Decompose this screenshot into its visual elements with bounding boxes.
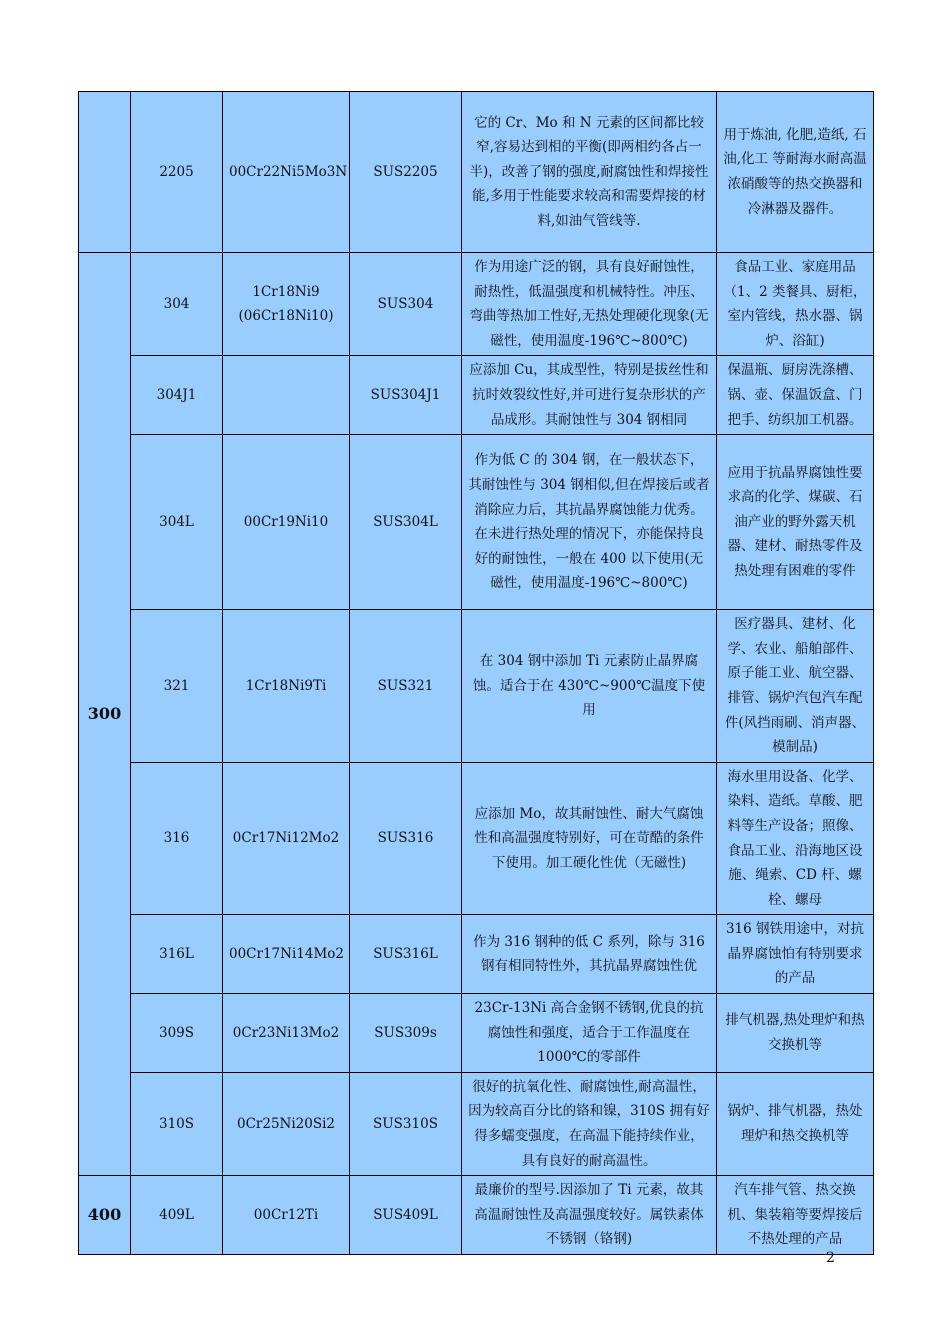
jis-grade-cell: SUS310S <box>350 1072 462 1175</box>
chinese-grade-cell <box>223 356 350 435</box>
jis-grade-cell: SUS321 <box>350 610 462 763</box>
page-number: 2 <box>826 1250 835 1266</box>
uses-cell: 锅炉、排气机器，热处理炉和热交换机等 <box>717 1072 874 1175</box>
chinese-grade-cell: 0Cr17Ni12Mo2 <box>223 762 350 915</box>
grade-cell: 2205 <box>131 92 223 253</box>
series-cell-blank <box>79 92 131 253</box>
grade-cell: 304J1 <box>131 356 223 435</box>
series-cell-400: 400 <box>79 1176 131 1255</box>
chinese-grade-cell: 0Cr25Ni20Si2 <box>223 1072 350 1175</box>
jis-grade-cell: SUS304J1 <box>350 356 462 435</box>
properties-cell: 最廉价的型号.因添加了 Ti 元素，故其高温耐蚀性及高温强度较好。属铁素体不锈钢（铬钢) <box>462 1176 717 1255</box>
uses-cell: 排气机器,热处理炉和热交换机等 <box>717 994 874 1073</box>
uses-cell: 316 钢铁用途中，对抗晶界腐蚀怕有特别要求的产品 <box>717 915 874 994</box>
table-row <box>79 762 874 915</box>
steel-grades-table <box>78 91 874 1255</box>
properties-cell: 应添加 Cu，其成型性，特别是拔丝性和抗时效裂纹性好,并可进行复杂形状的产品成形。其耐蚀性与 304 钢相同 <box>462 356 717 435</box>
properties-cell: 作为低 C 的 304 钢，在一般状态下，其耐蚀性与 304 钢相似,但在焊接后或者消除应力后，其抗晶界腐蚀能力优秀。在未进行热处理的情况下，亦能保持良好的耐蚀性，一般在 400 以下使用(无磁性，使用温度-196℃~800℃) <box>462 435 717 610</box>
grade-cell: 316 <box>131 762 223 915</box>
table-row <box>79 92 874 253</box>
chinese-grade-cell: 00Cr19Ni10 <box>223 435 350 610</box>
table-row <box>79 915 874 994</box>
properties-cell: 在 304 钢中添加 Ti 元素防止晶界腐蚀。适合于在 430℃~900℃温度下使用 <box>462 610 717 763</box>
table-row <box>79 1072 874 1175</box>
table-row <box>79 253 874 356</box>
properties-cell: 它的 Cr、Mo 和 N 元素的区间都比较窄,容易达到相的平衡(即两相约各占一半)，改善了钢的强度,耐腐蚀性和焊接性能,多用于性能要求较高和需要焊接的材料,如油气管线等. <box>462 92 717 253</box>
uses-cell: 汽车排气管、热交换机、集装箱等要焊接后不热处理的产品 <box>717 1176 874 1255</box>
jis-grade-cell: SUS316L <box>350 915 462 994</box>
chinese-grade-cell: 00Cr17Ni14Mo2 <box>223 915 350 994</box>
chinese-grade-cell: 00Cr22Ni5Mo3N <box>223 92 350 253</box>
chinese-grade-cell: 0Cr23Ni13Mo2 <box>223 994 350 1073</box>
table-row <box>79 1176 874 1255</box>
table-row <box>79 994 874 1073</box>
jis-grade-cell: SUS409L <box>350 1176 462 1255</box>
grade-cell: 310S <box>131 1072 223 1175</box>
properties-cell: 应添加 Mo，故其耐蚀性、耐大气腐蚀性和高温强度特别好，可在苛酷的条件下使用。加工硬化性优（无磁性) <box>462 762 717 915</box>
properties-cell: 作为用途广泛的钢，具有良好耐蚀性，耐热性，低温强度和机械特性。冲压、弯曲等热加工性好,无热处理硬化现象(无磁性，使用温度-196℃~800℃) <box>462 253 717 356</box>
properties-cell: 作为 316 钢种的低 C 系列，除与 316 钢有相同特性外，其抗晶界腐蚀性优 <box>462 915 717 994</box>
grade-cell: 316L <box>131 915 223 994</box>
uses-cell: 保温瓶、厨房洗涤槽、锅、壶、保温饭盒、门把手、纺织加工机器。 <box>717 356 874 435</box>
properties-cell: 很好的抗氧化性、耐腐蚀性,耐高温性，因为较高百分比的铬和镍，310S 拥有好得多蠕变强度，在高温下能持续作业，具有良好的耐高温性。 <box>462 1072 717 1175</box>
grade-cell: 321 <box>131 610 223 763</box>
uses-cell: 海水里用设备、化学、染料、造纸。草酸、肥料等生产设备；照像、食品工业、沿海地区设施、绳索、CD 杆、螺栓、螺母 <box>717 762 874 915</box>
uses-cell: 应用于抗晶界腐蚀性要求高的化学、煤碳、石油产业的野外露天机器、建材、耐热零件及热处理有困难的零件 <box>717 435 874 610</box>
jis-grade-cell: SUS316 <box>350 762 462 915</box>
properties-cell: 23Cr-13Ni 高合金钢不锈钢,优良的抗腐蚀性和强度，适合于工作温度在 1000℃的零部件 <box>462 994 717 1073</box>
table-row <box>79 356 874 435</box>
series-cell-300: 300 <box>79 253 131 1176</box>
table-row <box>79 435 874 610</box>
grade-cell: 304 <box>131 253 223 356</box>
jis-grade-cell: SUS304L <box>350 435 462 610</box>
grade-cell: 309S <box>131 994 223 1073</box>
chinese-grade-cell: 1Cr18Ni9Ti <box>223 610 350 763</box>
grade-cell: 409L <box>131 1176 223 1255</box>
uses-cell: 食品工业、家庭用品（1、2 类餐具、厨柜，室内管线，热水器、锅炉、浴缸) <box>717 253 874 356</box>
jis-grade-cell: SUS304 <box>350 253 462 356</box>
uses-cell: 用于炼油, 化肥,造纸, 石油,化工 等耐海水耐高温浓硝酸等的热交换器和冷淋器及器件。 <box>717 92 874 253</box>
jis-grade-cell: SUS2205 <box>350 92 462 253</box>
chinese-grade-cell: 00Cr12Ti <box>223 1176 350 1255</box>
jis-grade-cell: SUS309s <box>350 994 462 1073</box>
table-row <box>79 610 874 763</box>
grade-cell: 304L <box>131 435 223 610</box>
chinese-grade-cell: 1Cr18Ni9 (06Cr18Ni10) <box>223 253 350 356</box>
uses-cell: 医疗器具、建材、化学、农业、船舶部件、原子能工业、航空器、排管、锅炉汽包汽车配件(风挡雨刷、消声器、模制品) <box>717 610 874 763</box>
